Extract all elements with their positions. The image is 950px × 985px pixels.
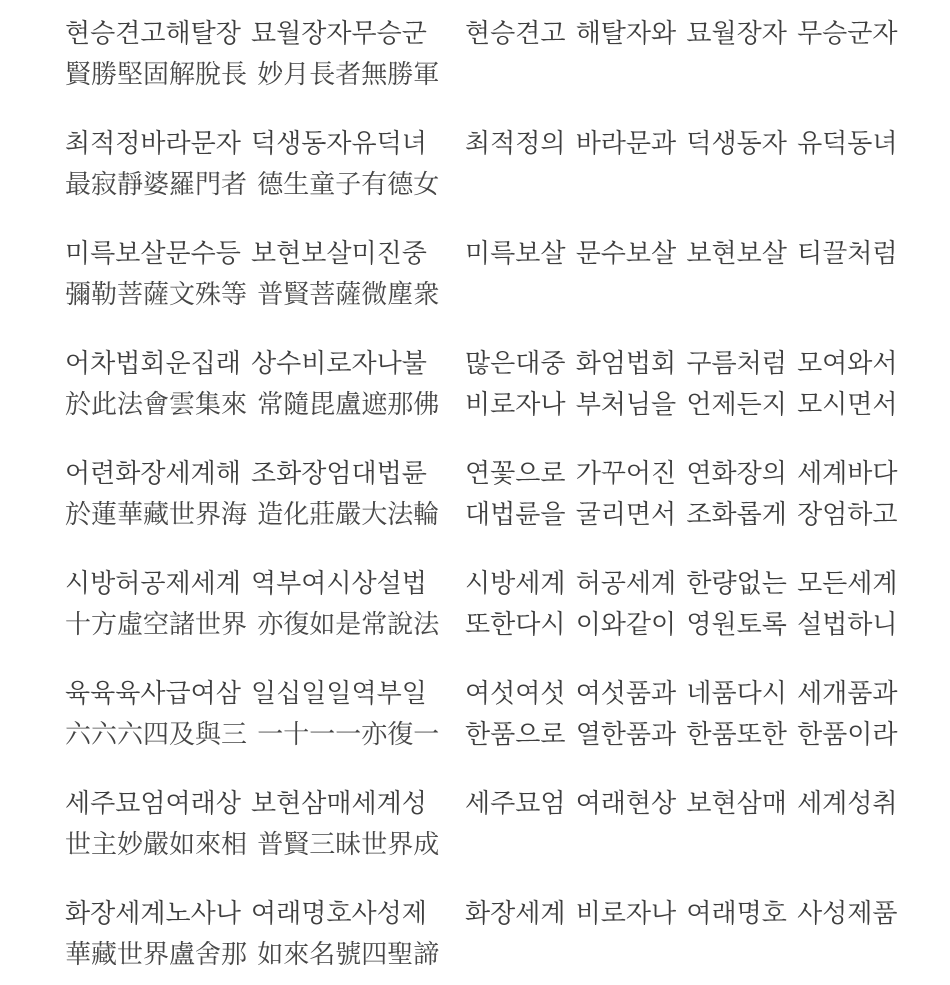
translation-line: 화장세계 비로자나 여래명호 사성제품 — [465, 898, 898, 928]
korean-reading-line: 현승견고해탈장 묘월장자무승군 — [65, 18, 427, 48]
hanja-line: 賢勝堅固解脫長 妙月長者無勝軍 — [65, 59, 440, 89]
stanza-left-column — [65, 13, 439, 95]
korean-reading-line: 화장세계노사나 여래명호사성제 — [65, 898, 427, 928]
hanja-line: 彌勒菩薩文殊等 普賢菩薩微塵衆 — [65, 279, 440, 309]
translation-line: 연꽃으로 가꾸어진 연화장의 세계바다 — [465, 458, 898, 488]
stanza-left-column — [65, 123, 439, 205]
korean-reading-line: 육육육사급여삼 일십일일역부일 — [65, 678, 427, 708]
korean-reading-line: 세주묘엄여래상 보현삼매세계성 — [65, 788, 427, 818]
translation-line: 많은대중 화엄법회 구름처럼 모여와서 — [465, 348, 898, 378]
stanza-left-column — [65, 783, 439, 865]
hanja-line: 於此法會雲集來 常隨毘盧遮那佛 — [65, 389, 440, 419]
translation-line: 최적정의 바라문과 덕생동자 유덕동녀 — [465, 128, 898, 158]
korean-reading-line: 최적정바라문자 덕생동자유덕녀 — [65, 128, 427, 158]
translation-line: 세주묘엄 여래현상 보현삼매 세계성취 — [465, 788, 898, 818]
hanja-line: 十方虛空諸世界 亦復如是常說法 — [65, 609, 440, 639]
stanza-translation-column — [465, 233, 898, 274]
stanza-left-column — [65, 453, 439, 535]
translation-line: 한품으로 열한품과 한품또한 한품이라 — [465, 719, 898, 749]
hanja-line: 世主妙嚴如來相 普賢三昧世界成 — [65, 829, 440, 859]
translation-line: 비로자나 부처님을 언제든지 모시면서 — [465, 389, 898, 419]
stanza-left-column — [65, 233, 439, 315]
stanza-translation-column — [465, 673, 898, 755]
stanza-translation-column — [465, 453, 898, 535]
stanza-left-column — [65, 673, 439, 755]
korean-reading-line: 어련화장세계해 조화장엄대법륜 — [65, 458, 427, 488]
stanza-left-column — [65, 893, 439, 975]
translation-line: 미륵보살 문수보살 보현보살 티끌처럼 — [465, 238, 898, 268]
translation-line: 여섯여섯 여섯품과 네품다시 세개품과 — [465, 678, 898, 708]
translation-line: 시방세계 허공세계 한량없는 모든세계 — [465, 568, 898, 598]
stanza-translation-column — [465, 893, 898, 934]
stanza-translation-column — [465, 563, 898, 645]
translation-line: 대법륜을 굴리면서 조화롭게 장엄하고 — [465, 499, 898, 529]
translation-line: 또한다시 이와같이 영원토록 설법하니 — [465, 609, 898, 639]
korean-reading-line: 어차법회운집래 상수비로자나불 — [65, 348, 427, 378]
hanja-line: 最寂靜婆羅門者 德生童子有德女 — [65, 169, 440, 199]
stanza-translation-column — [465, 123, 898, 164]
hanja-line: 華藏世界盧舍那 如來名號四聖諦 — [65, 939, 440, 969]
translation-line: 현승견고 해탈자와 묘월장자 무승군자 — [465, 18, 898, 48]
stanza-translation-column — [465, 13, 898, 54]
korean-reading-line: 미륵보살문수등 보현보살미진중 — [65, 238, 427, 268]
stanza-translation-column — [465, 783, 898, 824]
stanza-left-column — [65, 343, 439, 425]
hanja-line: 於蓮華藏世界海 造化莊嚴大法輪 — [65, 499, 440, 529]
hanja-line: 六六六四及與三 一十一一亦復一 — [65, 719, 440, 749]
stanza-translation-column — [465, 343, 898, 425]
korean-reading-line: 시방허공제세계 역부여시상설법 — [65, 568, 427, 598]
stanza-left-column — [65, 563, 439, 645]
